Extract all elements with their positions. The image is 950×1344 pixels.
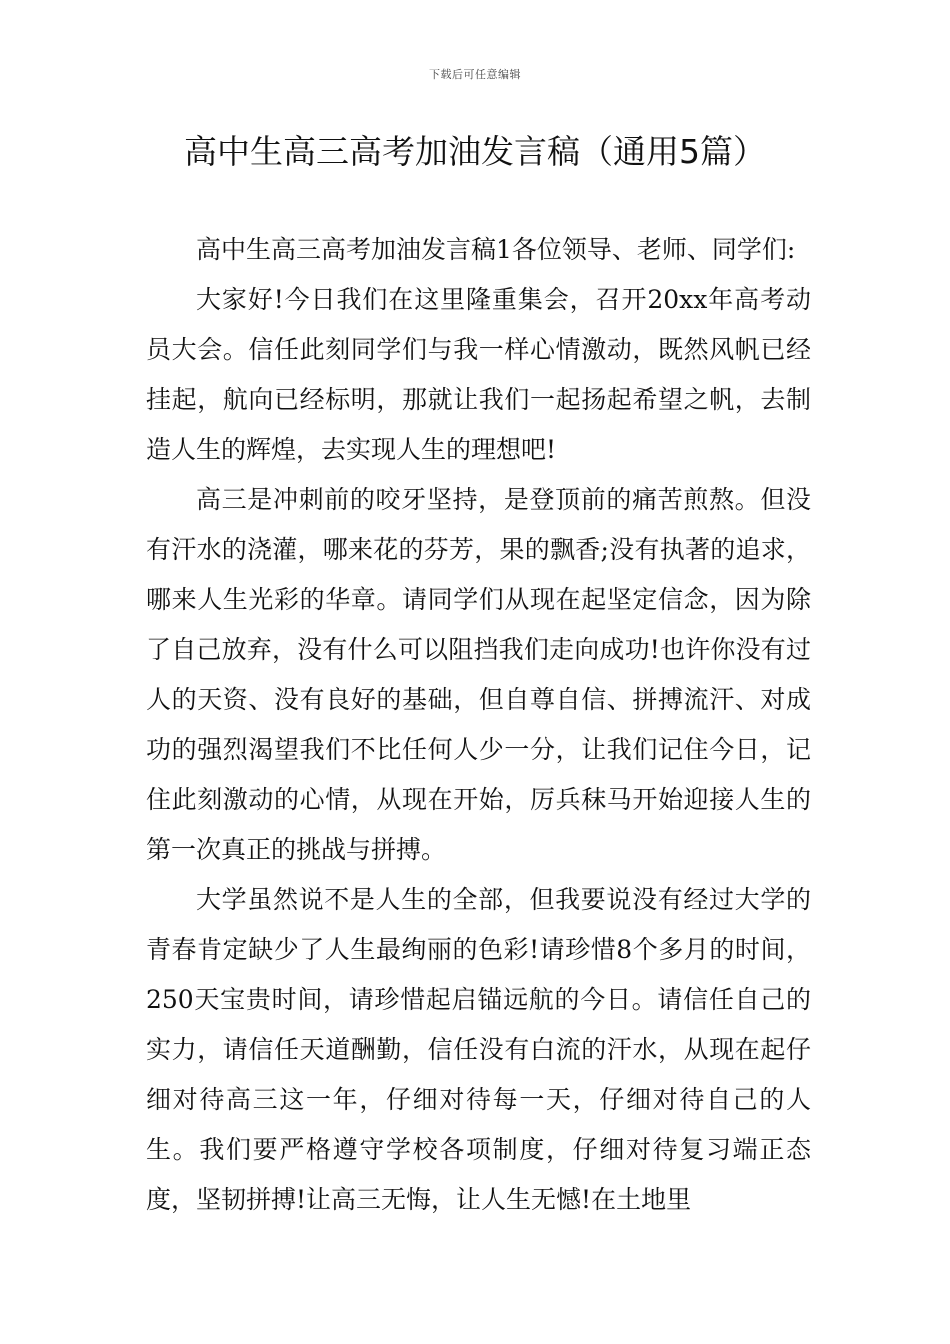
paragraph-university: 大学虽然说不是人生的全部，但我要说没有经过大学的青春肯定缺少了人生最绚丽的色彩!请珍惜8个多月的时间，250天宝贵时间，请珍惜起启锚远航的今日。请信任自己的实力，请信任天道酬勤，信任没有白流的汗水，从现在起仔细对待高三这一年，仔细对待每一天，仔细对待自己的人生。我们要严格遵守学校各项制度，仔细对待复习端正态度，坚韧拼搏!让高三无悔，让人生无憾!在土地里 (146, 885, 811, 1214)
paragraph-senior-year: 高三是冲刺前的咬牙坚持，是登顶前的痛苦煎熬。但没有汗水的浇灌，哪来花的芬芳，果的飘香;没有执著的追求，哪来人生光彩的华章。请同学们从现在起坚定信念，因为除了自己放弃，没有什么可以阻挡我们走向成功!也许你没有过人的天资、没有良好的基础，但自尊自信、拼搏流汗、对成功的强烈渴望我们不比任何人少一分，让我们记住今日，记住此刻激动的心情，从现在开始，厉兵秣马开始迎接人生的第一次真正的挑战与拼搏。 (146, 485, 811, 864)
page-header-note: 下载后可任意编辑 (429, 68, 521, 81)
paragraph-intro: 高中生高三高考加油发言稿1各位领导、老师、同学们: (196, 235, 796, 264)
paragraph-greeting: 大家好!今日我们在这里隆重集会，召开20xx年高考动员大会。信任此刻同学们与我一样心情激动，既然风帆已经挂起，航向已经标明，那就让我们一起扬起希望之帆，去制造人生的辉煌，去实现人生的理想吧! (146, 285, 811, 464)
document-body (146, 225, 811, 1225)
document-title: 高中生高三高考加油发言稿（通用5篇） (184, 132, 766, 171)
